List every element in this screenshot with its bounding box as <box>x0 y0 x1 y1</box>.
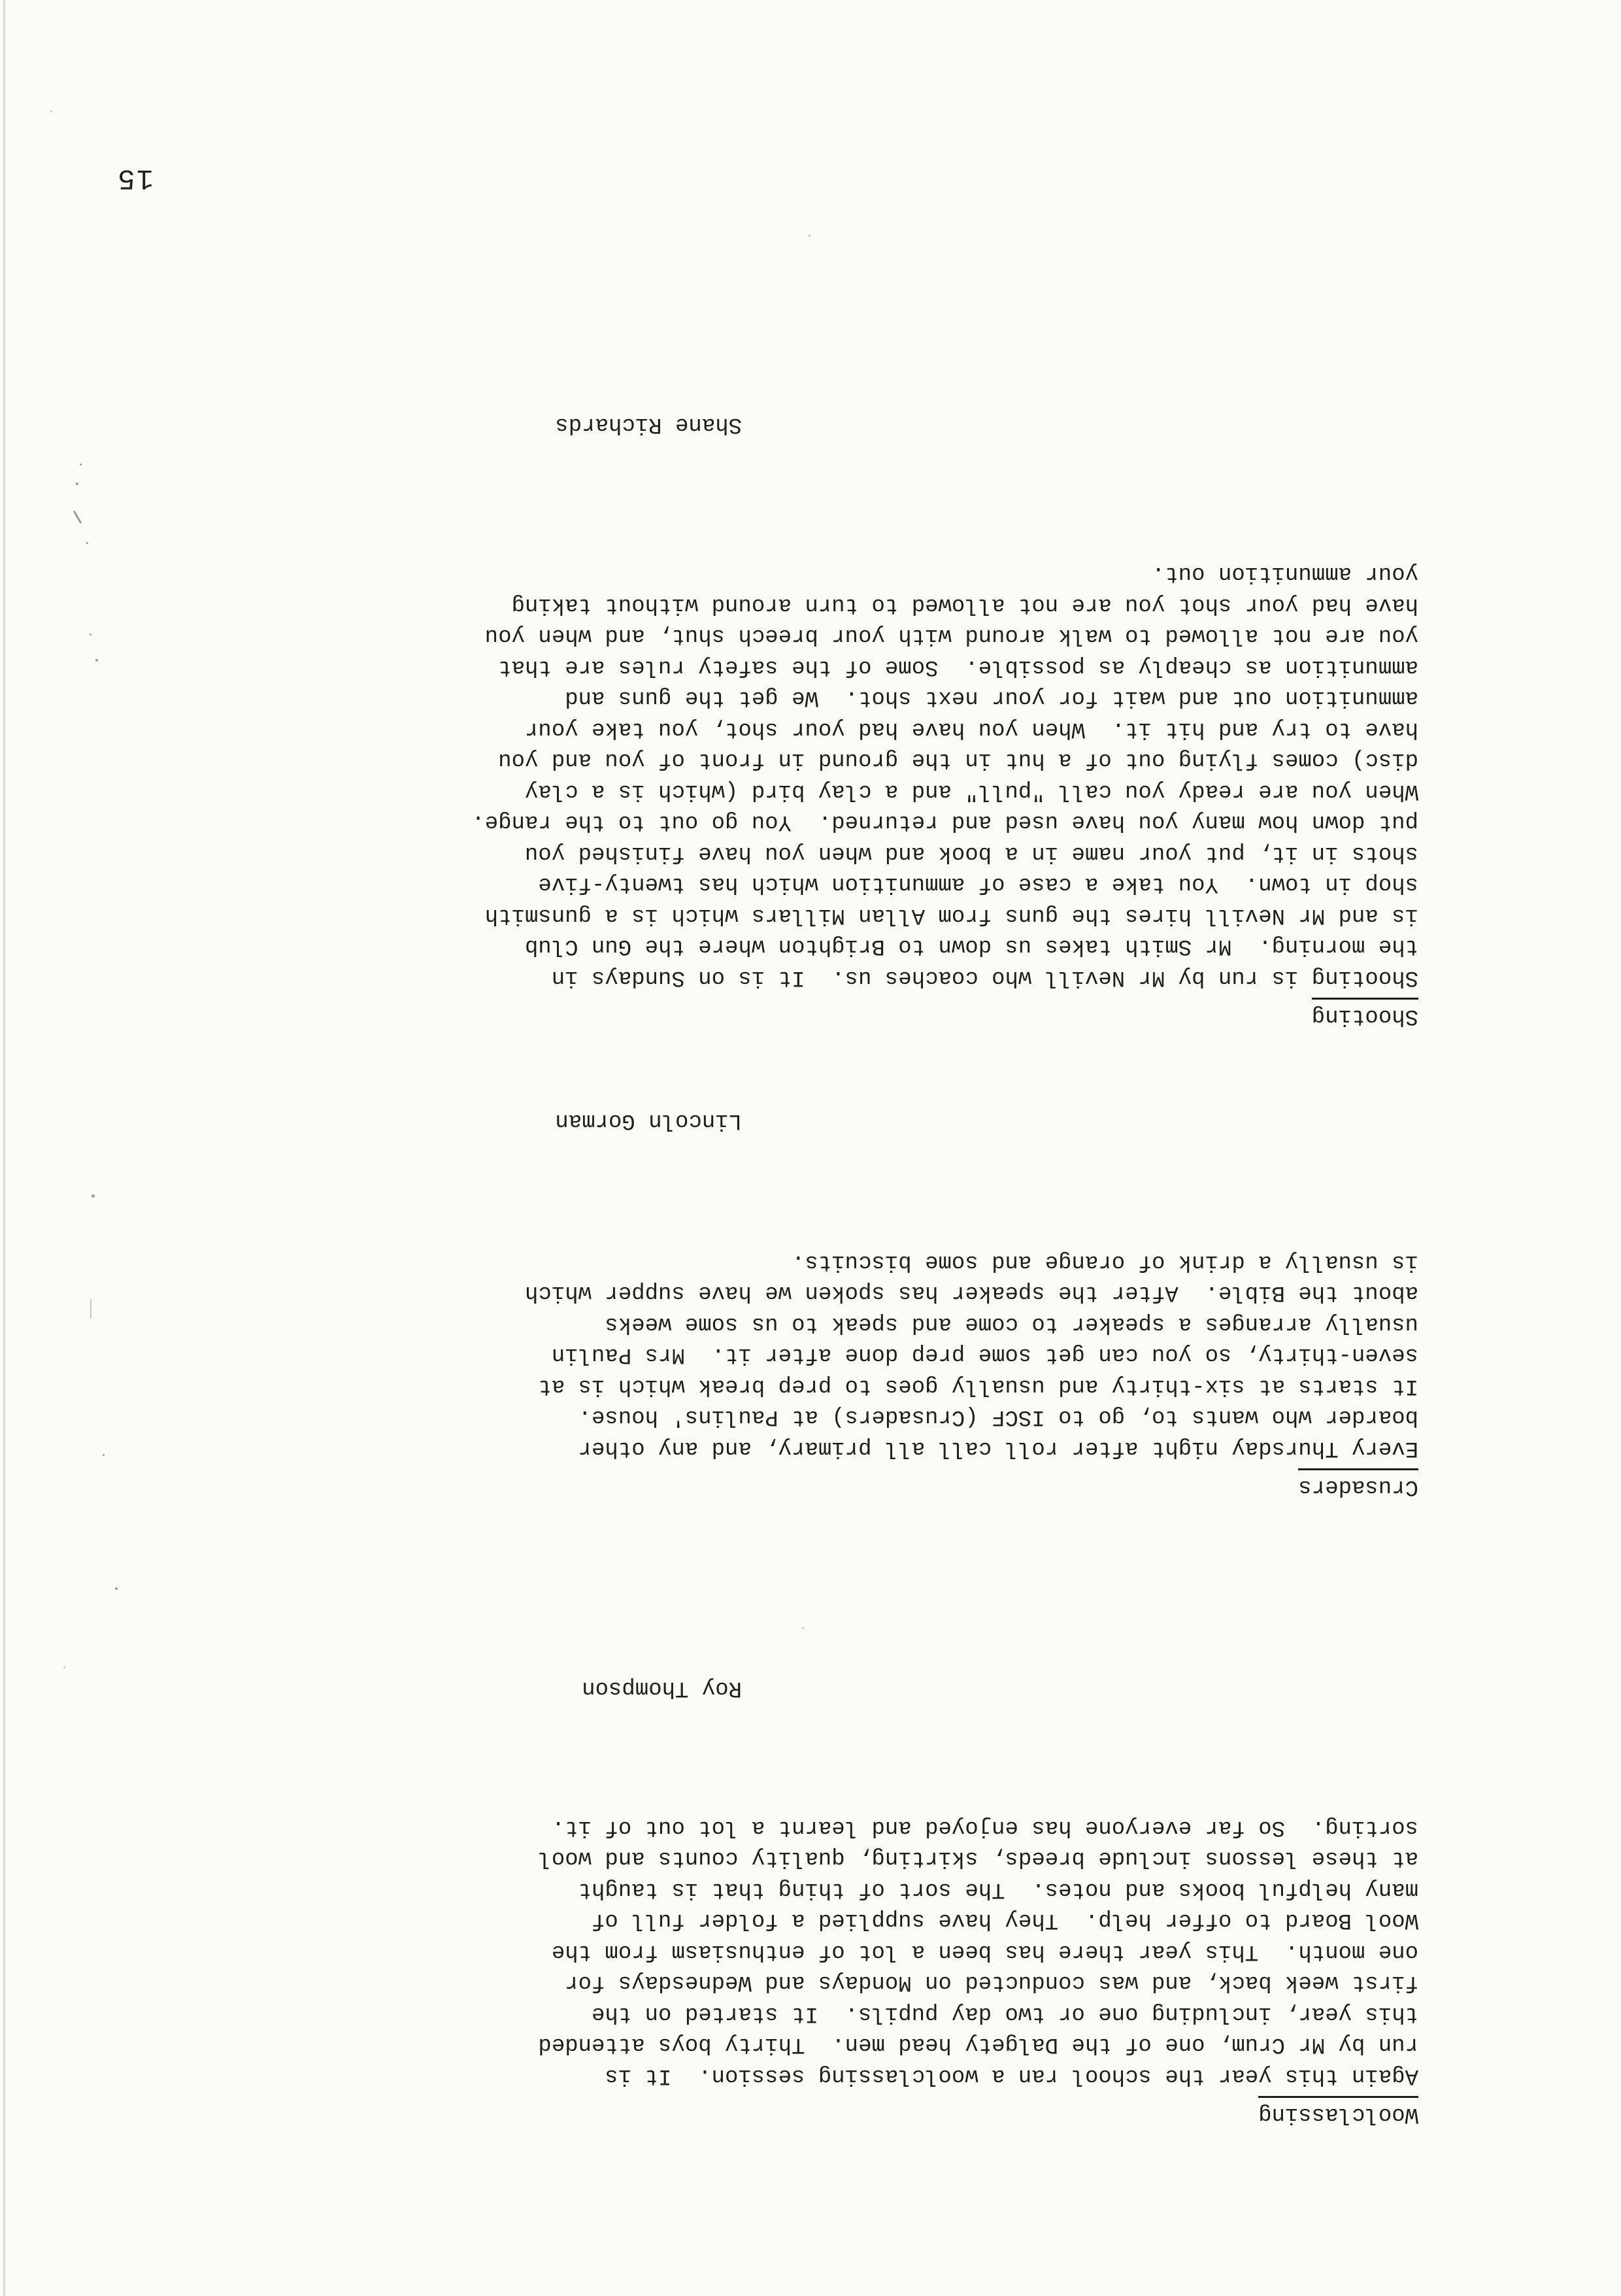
section-body <box>176 1812 1418 2091</box>
section-crusaders <box>176 1246 1418 1502</box>
author-name: Roy Thompson <box>582 1676 742 1700</box>
scan-speck <box>92 1194 95 1198</box>
text-line: at these lessons include breeds, skirting, quality counts and wool <box>538 1846 1418 1871</box>
text-line: is usually a drink of orange and some biscuits. <box>792 1249 1418 1274</box>
section-shooting <box>176 558 1418 1031</box>
scan-speck <box>115 1587 118 1590</box>
text-line: sorting. So far everyone has enjoyed and learnt a lot out of it. <box>551 1815 1418 1840</box>
section-body <box>176 558 1418 992</box>
author-name: Shane Richards <box>555 412 742 437</box>
text-line: usually arranges a speaker to come and speak to us some weeks <box>605 1311 1418 1336</box>
text-line: put down how many you have used and returned. You go out to the range. <box>471 809 1418 835</box>
page-number: 15 <box>116 161 154 194</box>
text-line: your ammunition out. <box>1151 561 1418 586</box>
text-line: Every Thursday night after roll call all primary, and any other <box>578 1436 1418 1460</box>
text-line: It starts at six-thirty and usually goes to prep break which is at <box>538 1374 1418 1398</box>
text-line: this year, including one or two day pupils. It started on the <box>591 2001 1418 2026</box>
scan-speck <box>95 659 98 662</box>
scan-speck <box>90 633 92 635</box>
text-line: ammunition out and wait for your next shot. We get the guns and <box>565 685 1418 711</box>
section-heading: Woolclassing <box>1258 2096 1418 2129</box>
text-line: disc) comes flying out of a hut in the ground in front of you and you <box>498 747 1418 773</box>
text-line: shots in it, put your name in a book and when you have finished you <box>524 841 1418 866</box>
scan-speck <box>63 1666 65 1668</box>
scan-speck <box>802 1627 804 1629</box>
text-line: Wool Board to offer help. They have supplied a folder full of <box>591 1908 1418 1933</box>
section-body <box>176 1246 1418 1464</box>
scan-speck <box>809 235 811 237</box>
text-line: shop in town. You take a case of ammunition which has twenty-five <box>538 871 1418 897</box>
text-line: ammunition as cheaply as possible. Some of the safety rules are that <box>498 654 1418 679</box>
scan-speck <box>80 464 82 465</box>
text-line: about the Bible. After the speaker has spoken we have supper which <box>524 1280 1418 1306</box>
scan-speck <box>73 511 82 524</box>
author-name: Lincoln Gorman <box>555 1108 742 1133</box>
text-line: run by Mr Crum, one of the Dalgety head men. Thirty boys attended <box>538 2032 1418 2057</box>
scan-speck <box>90 1299 92 1319</box>
section-heading: Crusaders <box>1298 1468 1418 1502</box>
scan-speck <box>50 110 52 112</box>
section-heading: Shooting <box>1312 998 1418 1031</box>
text-line: Again this year the school ran a woolclassing session. It is <box>605 2063 1418 2088</box>
text-line: Shooting is run by Mr Nevill who coaches us. It is on Sundays in <box>551 965 1418 990</box>
section-woolclassing <box>176 1812 1418 2130</box>
scan-speck <box>86 542 88 544</box>
text-line: is and Mr Nevill hires the guns from Allan Millars which is a gunsmith <box>484 903 1418 928</box>
text-line: have had your shot you are not allowed to turn around without taking <box>511 592 1418 617</box>
text-line: have to try and hit it. When you have had your shot, you take your <box>524 717 1418 741</box>
text-line: the morning. Mr Smith takes us down to Brighton where the Gun Club <box>524 934 1418 959</box>
text-line: you are not allowed to walk around with your breech shut, and when you <box>484 623 1418 649</box>
text-line: first week back, and was conducted on Mondays and Wednesdays for <box>565 1970 1418 1995</box>
text-line: When you are ready you call "pull" and a clay bird (which is a clay <box>524 779 1418 803</box>
text-line: many helpful books and notes. The sort of thing that is taught <box>578 1877 1418 1902</box>
scan-speck <box>76 482 78 485</box>
text-line: one month. This year there has been a lot of enthusiasm from the <box>551 1939 1418 1964</box>
scan-edge-line <box>3 0 5 2296</box>
text-line: boarder who wants to, go to ISCF (Crusaders) at Paulins' house. <box>578 1404 1418 1430</box>
text-line: seven-thirty, so you can get some prep done after it. Mrs Paulin <box>551 1342 1418 1368</box>
scan-speck <box>103 1454 105 1456</box>
